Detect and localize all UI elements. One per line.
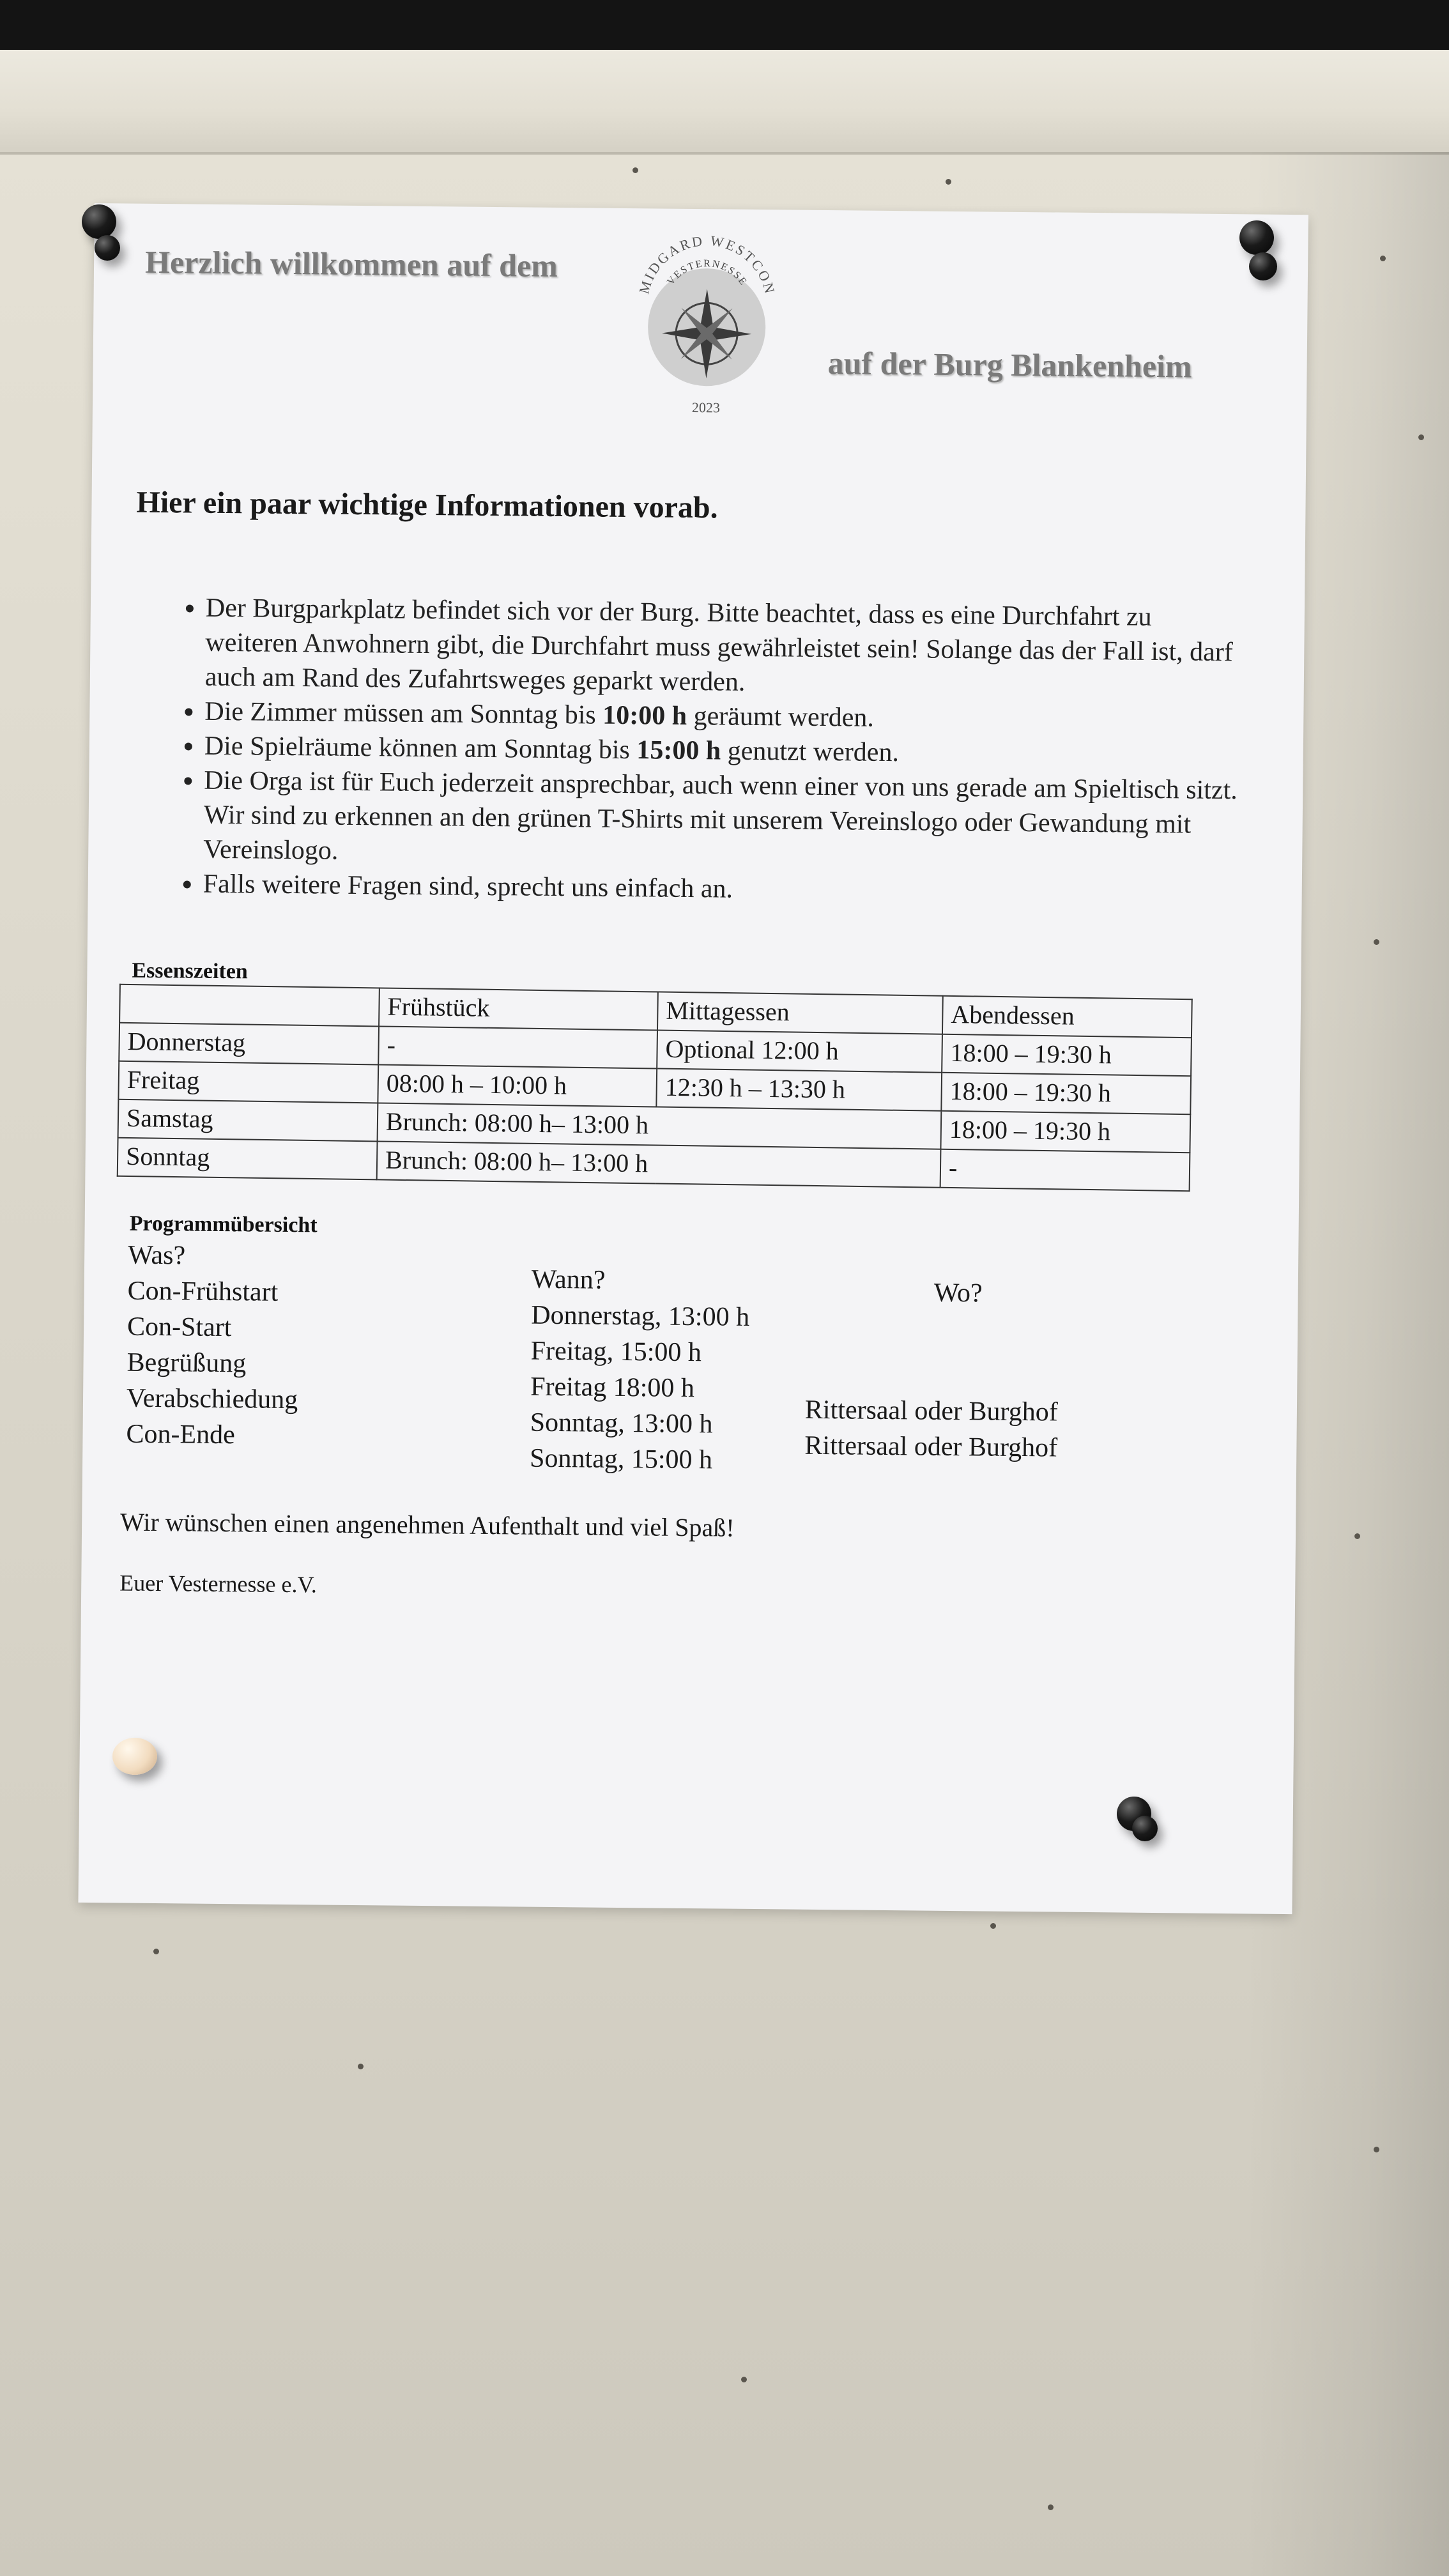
wall-speck <box>632 167 638 173</box>
logo-year: 2023 <box>691 399 721 416</box>
signature: Euer Vesternesse e.V. <box>119 1570 318 1598</box>
table-cell: 18:00 – 19:30 h <box>942 1034 1192 1076</box>
push-pin-icon <box>82 204 116 239</box>
gameroom-time: 15:00 h <box>636 735 721 766</box>
program-item: Begrüßung <box>126 1347 247 1379</box>
meals-title: Essenszeiten <box>132 958 248 984</box>
program-what-column <box>126 1238 299 1454</box>
table-header-cell: Mittagessen <box>657 992 943 1034</box>
program-title: Programmübersicht <box>129 1211 318 1238</box>
wall-speck <box>741 2377 747 2382</box>
table-header-cell: Abendessen <box>942 996 1192 1038</box>
wall-moulding <box>0 50 1449 155</box>
push-pin-icon <box>1239 220 1274 255</box>
info-item-questions: • Falls weitere Fragen sind, sprecht uns einfach an. <box>203 867 1238 912</box>
table-header-cell <box>119 985 379 1027</box>
table-cell-day: Freitag <box>118 1061 378 1103</box>
table-cell-day: Sonntag <box>118 1138 378 1180</box>
checkout-time: 10:00 h <box>602 700 687 731</box>
info-list <box>133 590 1241 912</box>
wall-speck <box>1048 2504 1054 2510</box>
dark-ceiling <box>0 0 1449 51</box>
program-when-column <box>530 1262 750 1478</box>
push-pin-icon <box>1249 252 1277 280</box>
table-cell: - <box>940 1149 1190 1191</box>
table-cell: 18:00 – 19:30 h <box>941 1073 1191 1114</box>
wall-speck <box>1374 2147 1379 2152</box>
meal-times-table <box>117 984 1193 1192</box>
greeting-text: Herzlich willkommen auf dem <box>144 243 558 284</box>
program-item: Con-Frühstart <box>127 1276 279 1307</box>
program-time: Freitag, 15:00 h <box>530 1336 702 1368</box>
push-pin-icon <box>1132 1816 1158 1841</box>
table-cell: 18:00 – 19:30 h <box>940 1111 1190 1153</box>
program-where-column <box>804 1392 1058 1466</box>
wall-speck <box>1374 939 1379 945</box>
program-time: Sonntag, 15:00 h <box>529 1443 713 1475</box>
wall-speck <box>946 179 951 185</box>
push-pin-icon <box>112 1738 157 1775</box>
push-pin-icon <box>95 235 120 261</box>
program-item: Con-Ende <box>126 1419 236 1450</box>
table-cell: - <box>378 1026 657 1068</box>
event-logo <box>632 221 781 420</box>
table-cell: 12:30 h – 13:30 h <box>656 1069 942 1111</box>
program-location: Rittersaal oder Burghof <box>804 1430 1058 1463</box>
table-cell-brunch: Brunch: 08:00 h– 13:00 h <box>377 1141 941 1187</box>
table-cell-brunch: Brunch: 08:00 h– 13:00 h <box>378 1103 942 1149</box>
table-header-cell: Frühstück <box>379 988 658 1030</box>
intro-heading: Hier ein paar wichtige Informationen vorab. <box>136 485 718 525</box>
program-item: Verabschiedung <box>126 1383 298 1415</box>
closing-wish: Wir wünschen einen angenehmen Aufenthalt und viel Spaß! <box>119 1507 735 1542</box>
program-time: Donnerstag, 13:00 h <box>531 1300 750 1332</box>
info-item-orga: • Die Orga ist für Euch jederzeit ansprechbar, auch wenn einer von uns gerade am Spieltisch sitzt. Wir sind zu erkennen an den grünen T-Shirts mit unserem Vereinslogo oder Gewandung mit Vereinslogo. <box>203 763 1239 877</box>
when-header: Wann? <box>531 1264 606 1295</box>
table-cell-day: Donnerstag <box>119 1023 379 1065</box>
program-time: Freitag 18:00 h <box>530 1372 695 1404</box>
location-text: auf der Burg Blankenheim <box>827 345 1192 385</box>
info-item-rooms: • Die Zimmer müssen am Sonntag bis 10:00 h geräumt werden. <box>204 694 1239 739</box>
info-item-gamerooms: • Die Spielräume können am Sonntag bis 15:00 h genutzt werden. <box>204 729 1239 774</box>
logo-inner-text: VESTERNESSE <box>665 258 749 288</box>
wall-speck <box>1354 1533 1360 1539</box>
table-cell: 08:00 h – 10:00 h <box>378 1064 657 1107</box>
wall-speck <box>1380 256 1386 261</box>
program-time: Sonntag, 13:00 h <box>530 1407 713 1439</box>
program-where-header: Wo? <box>933 1278 983 1308</box>
what-header: Was? <box>127 1240 186 1271</box>
program-location: Rittersaal oder Burghof <box>804 1395 1058 1427</box>
table-cell-day: Samstag <box>118 1100 378 1142</box>
logo-arc-text: MIDGARD WESTCON <box>636 232 779 297</box>
wall-speck <box>153 1949 159 1954</box>
table-cell: Optional 12:00 h <box>657 1031 942 1073</box>
wall-speck <box>1418 434 1424 440</box>
wall-speck <box>358 2064 364 2069</box>
notice-sheet <box>78 203 1308 1914</box>
program-item: Con-Start <box>126 1312 232 1343</box>
wall-speck <box>990 1923 996 1929</box>
info-item-parking: • Der Burgparkplatz befindet sich vor der Burg. Bitte beachtet, dass es eine Durchfahrt zu weiteren Anwohnern gibt, die Durchfahrt muss gewährleistet sein! Solange das der Fall ist, darf auch am Rand des Zufahrtsweges geparkt werden. <box>205 591 1241 705</box>
